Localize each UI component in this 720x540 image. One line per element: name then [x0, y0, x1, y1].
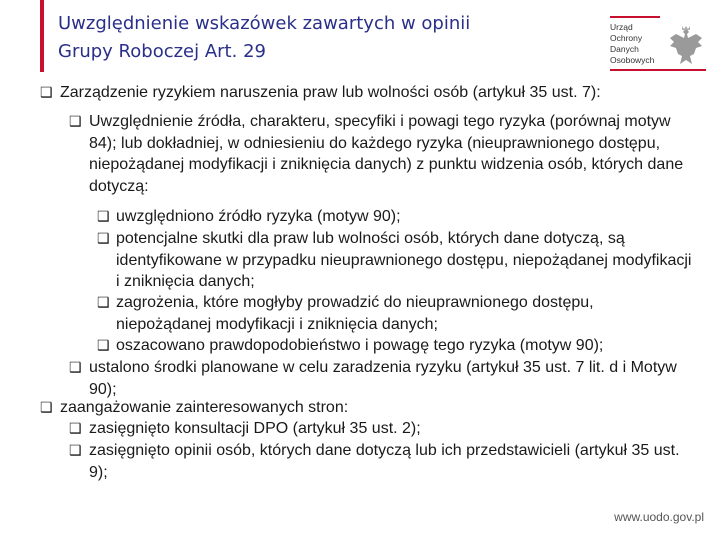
- logo-line-1: Urząd: [610, 22, 633, 32]
- checkbox-bullet-icon: ❑: [69, 420, 82, 436]
- logo-line-2: Ochrony: [610, 33, 643, 43]
- title-line-2: Grupy Roboczej Art. 29: [58, 41, 266, 62]
- list-item: ❑ potencjalne skutki dla praw lub wolności osób, których dane dotyczą, są identyfikowane w przypadku nieuprawnionego dostępu, niepożądanej modyfikacji i zniknięcia danych;: [97, 230, 692, 290]
- list-item: ❑ zagrożenia, które mogłyby prowadzić do nieuprawnionego dostępu, niepożądanej modyfikacji i zniknięcia danych;: [97, 294, 594, 333]
- logo-line-3: Danych: [610, 44, 639, 54]
- checkbox-bullet-icon: ❑: [97, 208, 110, 224]
- list-item: ❑ Zarządzenie ryzykiem naruszenia praw lub wolności osób (artykuł 35 ust. 7):: [40, 82, 700, 104]
- list-item: ❑ uwzględniono źródło ryzyka (motyw 90);: [97, 206, 697, 228]
- title-line-1: Uwzględnienie wskazówek zawartych w opinii: [58, 13, 471, 34]
- list-item: ❑ ustalono środki planowane w celu zaradzenia ryzyku (artykuł 35 ust. 7 lit. d i Motyw 90);: [69, 359, 677, 398]
- checkbox-bullet-icon: ❑: [97, 230, 110, 246]
- checkbox-bullet-icon: ❑: [40, 399, 53, 415]
- list-item: ❑ Uwzględnienie źródła, charakteru, specyfiki i powagi tego ryzyka (porównaj motyw 84); lub dokładniej, w odniesieniu do każdego ryzyka (nieuprawnionego dostępu, niepożądanej modyfikacji i zniknięcia danych) z punktu widzenia osób, których dane dotyczą:: [69, 113, 684, 195]
- list-item: ❑ oszacowano prawdopodobieństwo i powagę tego ryzyka (motyw 90);: [97, 335, 697, 357]
- checkbox-bullet-icon: ❑: [97, 337, 110, 353]
- footer-url: www.uodo.gov.pl: [614, 510, 704, 524]
- checkbox-bullet-icon: ❑: [40, 84, 53, 100]
- checkbox-bullet-icon: ❑: [97, 294, 110, 310]
- checkbox-bullet-icon: ❑: [69, 359, 82, 375]
- list-item: ❑ zasięgnięto opinii osób, których dane dotyczą lub ich przedstawicieli (artykuł 35 ust. 9);: [69, 442, 680, 481]
- list-item: ❑ zasięgnięto konsultacji DPO (artykuł 35 ust. 2);: [69, 418, 699, 440]
- list-item: ❑ zaangażowanie zainteresowanych stron:: [40, 397, 700, 419]
- logo-line-4: Osobowych: [610, 55, 655, 65]
- checkbox-bullet-icon: ❑: [69, 113, 82, 129]
- checkbox-bullet-icon: ❑: [69, 442, 82, 458]
